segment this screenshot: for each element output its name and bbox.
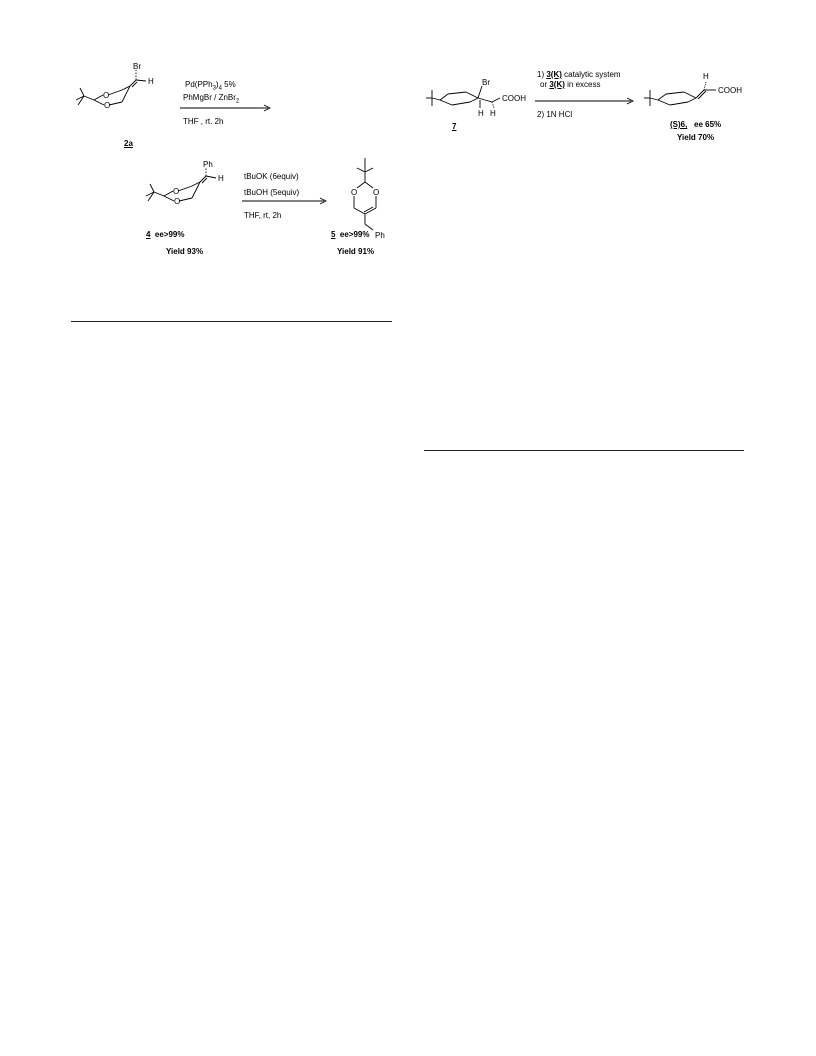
atom-br: Br — [133, 62, 141, 71]
atom-h: H — [478, 109, 484, 118]
atom-o: O — [104, 101, 111, 110]
reagent-line-2: tBuOH (5equiv) — [244, 188, 300, 197]
condition-line-1: 1) 3(K) catalytic system — [537, 70, 621, 79]
atom-o: O — [351, 188, 358, 197]
condition-line-3: 2) 1N HCl — [537, 110, 573, 119]
atom-o: O — [174, 197, 181, 206]
atom-h: H — [148, 77, 154, 86]
compound-label-7: 7 — [452, 122, 457, 131]
condition-line-2: or 3(K) in excess — [540, 80, 601, 89]
section-divider-right — [424, 450, 744, 451]
atom-ph: Ph — [375, 231, 385, 240]
atom-o: O — [103, 91, 110, 100]
compound-label-2a: 2a — [124, 139, 133, 148]
reaction-arrow — [535, 97, 635, 105]
compound-6-yield: Yield 70% — [677, 133, 715, 142]
reagent-line-1: $Pd(PPh_3)_4$ 5% — [185, 80, 236, 92]
compound-4-caption: 4 ee>99% — [146, 230, 185, 239]
reagent-line-1: tBuOK (6equiv) — [244, 172, 299, 181]
compound-4-structure — [140, 158, 230, 218]
compound-5-yield: Yield 91% — [337, 247, 375, 256]
atom-o: O — [173, 187, 180, 196]
compound-2a-structure — [70, 62, 160, 122]
atom-h: H — [490, 109, 496, 118]
atom-ph: Ph — [203, 160, 213, 169]
atom-br: Br — [482, 78, 490, 87]
atom-h: H — [218, 174, 224, 183]
compound-6-structure — [640, 68, 750, 112]
reaction-arrow — [180, 104, 272, 112]
reagent-line-3: THF, rt, 2h — [244, 211, 282, 220]
compound-4-yield: Yield 93% — [166, 247, 204, 256]
reagent-line-3: THF , rt. 2h — [183, 117, 224, 126]
atom-h: H — [703, 72, 709, 81]
compound-7-structure — [422, 76, 534, 118]
reaction-arrow — [242, 197, 328, 205]
compound-5-caption: 5 ee>99% — [331, 230, 370, 239]
atom-cooh: COOH — [502, 94, 526, 103]
reagent-line-2: PhMgBr / ZnBr$_2$ — [183, 93, 240, 105]
compound-6-caption: (S)6, ee 65% — [670, 120, 722, 129]
atom-cooh: COOH — [718, 86, 742, 95]
section-divider-left — [71, 321, 392, 322]
atom-o: O — [373, 188, 380, 197]
